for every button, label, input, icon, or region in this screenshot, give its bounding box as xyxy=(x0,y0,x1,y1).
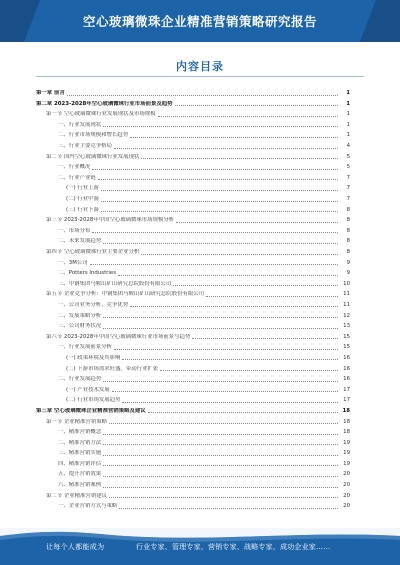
toc-entry-label: 第一章 前言 xyxy=(36,90,65,97)
toc-entry[interactable] xyxy=(36,107,350,118)
toc-entry[interactable] xyxy=(36,351,350,362)
toc-entry[interactable] xyxy=(36,181,350,192)
toc-leader-dots xyxy=(112,387,338,392)
toc-entry[interactable] xyxy=(36,436,350,447)
toc-entry-page: 1 xyxy=(346,100,350,107)
toc-leader-dots xyxy=(103,377,338,382)
toc-entry-page: 19 xyxy=(343,460,350,467)
toc-entry-label: (一) 产业技术发展 xyxy=(66,386,110,393)
toc-entry[interactable] xyxy=(36,361,350,372)
toc-entry[interactable] xyxy=(36,446,350,457)
toc-entry[interactable] xyxy=(36,340,350,351)
toc-entry-page: 8 xyxy=(346,227,350,234)
toc-entry-page: 7 xyxy=(346,196,350,203)
toc-leader-dots xyxy=(158,112,338,117)
toc-leader-dots xyxy=(122,398,338,403)
toc-entry-label: (三) 行业下游 xyxy=(66,206,99,213)
toc-entry-page: 10 xyxy=(343,280,350,287)
toc-entry-page: 4 xyxy=(346,143,350,150)
toc-entry-page: 9 xyxy=(346,270,350,277)
toc-entry[interactable] xyxy=(36,234,350,245)
toc-entry-label: (二) 行业中游 xyxy=(66,196,99,203)
toc-entry-page: 9 xyxy=(346,259,350,266)
toc-leader-dots xyxy=(98,175,338,180)
toc-entry-page: 20 xyxy=(343,482,350,489)
toc-entry-label: 一、公司业务分析、竞争优势 xyxy=(58,301,129,308)
toc-leader-dots xyxy=(141,250,338,255)
toc-leader-dots xyxy=(141,154,338,159)
toc-entry-page: 18 xyxy=(342,407,350,414)
toc-entry[interactable] xyxy=(36,203,350,214)
toc-leader-dots xyxy=(173,281,338,286)
toc-entry[interactable] xyxy=(36,404,350,415)
toc-entry-label: 二、Potters Industries xyxy=(58,270,117,277)
toc-entry-page: 8 xyxy=(346,238,350,245)
toc-leader-dots xyxy=(103,451,338,456)
toc-leader-dots xyxy=(130,302,338,307)
toc-entry-page: 17 xyxy=(343,397,350,404)
toc-entry-label: 一、行业发展前景分析 xyxy=(58,344,112,351)
toc-entry-page: 16 xyxy=(343,354,350,361)
toc-entry[interactable] xyxy=(36,287,350,298)
toc-leader-dots xyxy=(114,144,338,149)
toc-leader-dots xyxy=(122,355,338,360)
toc-entry[interactable] xyxy=(36,118,350,129)
toc-entry-label: 第一节 企业精准营销策略 xyxy=(46,418,108,425)
toc-leader-dots xyxy=(118,271,338,276)
toc-entry-label: 六、精准营销案例 xyxy=(58,482,102,489)
toc-leader-dots xyxy=(103,122,338,127)
toc-entry[interactable] xyxy=(36,256,350,267)
toc-entry-label: 三、中钢集团马鞍山矿山研究总院股份有限公司 xyxy=(58,280,172,287)
toc-entry-label: 第二节 企业精准营销建议 xyxy=(46,492,108,499)
toc-entry-label: 第一节 空心玻璃微珠行业发展现状及市场规模 xyxy=(46,111,156,118)
toc-entry[interactable] xyxy=(36,308,350,319)
toc-entry[interactable] xyxy=(36,393,350,404)
toc-entry-label: 第二章 2023-2028年空心玻璃微珠行业市场前景及趋势 xyxy=(36,100,173,107)
toc-leader-dots xyxy=(160,366,338,371)
toc-entry[interactable] xyxy=(36,277,350,288)
toc-leader-dots xyxy=(92,228,338,233)
toc-entry[interactable] xyxy=(36,171,350,182)
toc-leader-dots xyxy=(114,345,338,350)
toc-entry-page: 5 xyxy=(346,164,350,171)
toc-entry-label: 二、发展策略分析 xyxy=(58,312,102,319)
toc-entry[interactable] xyxy=(36,150,350,161)
toc-entry-label: 一、行业概况 xyxy=(58,164,91,171)
toc-entry-label: 第三节 2023-2028年中国空心玻璃微珠市场规模分析 xyxy=(46,217,175,224)
toc-entry-page: 1 xyxy=(346,121,350,128)
toc-entry-page: 16 xyxy=(343,376,350,383)
toc-entry-label: 一、行业发展现状 xyxy=(58,121,102,128)
toc-leader-dots xyxy=(148,408,338,413)
toc-entry-page: 20 xyxy=(343,471,350,478)
footer-slogan-right: 行业专家、管理专家、营销专家、战略专家、成功企业家…… xyxy=(136,543,331,551)
header-decoration-left xyxy=(0,0,40,42)
toc-leader-dots xyxy=(119,504,338,509)
toc-entry[interactable] xyxy=(36,372,350,383)
report-footer xyxy=(0,528,400,565)
toc-entry[interactable] xyxy=(36,330,350,341)
toc-entry-label: 二、未来发展趋势 xyxy=(58,238,102,245)
toc-entry-label: 三、公司财务状况 xyxy=(58,323,102,330)
toc-entry-label: 五、提升营销效果 xyxy=(58,471,102,478)
toc-entry-page: 13 xyxy=(343,323,350,330)
toc-entry[interactable] xyxy=(36,86,350,97)
toc-leader-dots xyxy=(176,218,338,223)
toc-entry-label: 二、行业产业链 xyxy=(58,174,96,181)
toc-entry-page: 16 xyxy=(343,365,350,372)
toc-leader-dots xyxy=(103,472,338,477)
toc-entry-page: 15 xyxy=(343,344,350,351)
toc-entry-label: 一、企业营销方式与策略 xyxy=(58,503,118,510)
toc-entry-page: 11 xyxy=(343,291,350,298)
toc-entry-label: 一、精准营销概念 xyxy=(58,429,102,436)
toc-entry-page: 8 xyxy=(346,217,350,224)
toc-leader-dots xyxy=(67,91,338,96)
toc-entry-label: 第二节 国内空心玻璃微珠行业发展现状 xyxy=(46,153,140,160)
toc-leader-dots xyxy=(103,239,338,244)
toc-leader-dots xyxy=(192,334,338,339)
toc-entry-page: 7 xyxy=(346,185,350,192)
toc-entry-page: 8 xyxy=(346,206,350,213)
toc-entry[interactable] xyxy=(36,224,350,235)
toc-leader-dots xyxy=(175,101,338,106)
toc-entry-page: 19 xyxy=(343,450,350,457)
toc-entry[interactable] xyxy=(36,383,350,394)
toc-leader-dots xyxy=(103,461,338,466)
toc-entry-page: 1 xyxy=(346,132,350,139)
report-header xyxy=(0,0,400,42)
toc-entry-page: 18 xyxy=(343,429,350,436)
toc-entry-page: 12 xyxy=(343,312,350,319)
toc-entry[interactable] xyxy=(36,160,350,171)
toc-entry-label: 二、行业市场规模和增长趋势 xyxy=(58,132,129,139)
toc-entry[interactable] xyxy=(36,192,350,203)
toc-entry[interactable] xyxy=(36,139,350,150)
toc-entry-label: 第五节 企业竞争分析：中钢集团马鞍山矿山研究总院股份有限公司 xyxy=(46,291,205,298)
toc-divider xyxy=(36,76,364,77)
toc-entry[interactable] xyxy=(36,478,350,489)
toc-leader-dots xyxy=(206,292,338,297)
toc-entry-label: 第六节 2023-2028年中国空心玻璃微珠行业市场前景与趋势 xyxy=(46,333,191,340)
toc-entry-page: 20 xyxy=(343,503,350,510)
report-title: 空心玻璃微珠企业精准营销策略研究报告 xyxy=(82,14,317,29)
toc-leader-dots xyxy=(103,324,338,329)
toc-entry-page: 1 xyxy=(346,90,350,97)
header-decoration-right xyxy=(360,0,400,42)
toc-entry[interactable] xyxy=(36,298,350,309)
toc-entry[interactable] xyxy=(36,425,350,436)
footer-slogan-left: 让每个人都能成为 xyxy=(46,543,105,551)
toc-entry-label: 三、行业主要竞争格局 xyxy=(58,143,112,150)
toc-entry-label: 第三章 空心玻璃微珠企业精准营销策略及建议 xyxy=(36,407,146,414)
toc-entry-label: (一) 政策环境及其影响 xyxy=(66,354,121,361)
toc-entry-page: 15 xyxy=(343,333,350,340)
toc-entry-page: 1 xyxy=(346,111,350,118)
toc-leader-dots xyxy=(103,483,338,488)
toc-entry-page: 19 xyxy=(343,439,350,446)
table-of-contents xyxy=(36,86,350,510)
toc-leader-dots xyxy=(130,133,338,138)
toc-entry[interactable] xyxy=(36,467,350,478)
toc-entry[interactable] xyxy=(36,414,350,425)
toc-leader-dots xyxy=(92,165,338,170)
toc-leader-dots xyxy=(109,419,338,424)
toc-entry-label: 二、行业发展趋势 xyxy=(58,376,102,383)
toc-entry-page: 5 xyxy=(346,153,350,160)
toc-entry-page: 20 xyxy=(343,492,350,499)
toc-entry-page: 7 xyxy=(346,174,350,181)
toc-entry-label: 一、3M公司 xyxy=(58,259,88,266)
toc-entry[interactable] xyxy=(36,266,350,277)
toc-entry[interactable] xyxy=(36,457,350,468)
toc-entry-page: 17 xyxy=(343,386,350,393)
toc-entry[interactable] xyxy=(36,97,350,108)
toc-entry[interactable] xyxy=(36,319,350,330)
toc-entry-page: 8 xyxy=(346,249,350,255)
toc-entry-page: 11 xyxy=(343,301,350,308)
toc-entry-label: (一) 行业上游 xyxy=(66,185,99,192)
toc-entry-label: 二、精准营销方法 xyxy=(58,439,102,446)
toc-leader-dots xyxy=(101,207,338,212)
toc-entry-label: 四、精准营销评估 xyxy=(58,460,102,467)
toc-entry[interactable] xyxy=(36,499,350,510)
toc-entry[interactable] xyxy=(36,245,350,256)
toc-leader-dots xyxy=(101,186,338,191)
toc-entry-page: 18 xyxy=(343,418,350,425)
toc-entry[interactable] xyxy=(36,489,350,500)
toc-entry-label: (二) 下游市场需求旺盛，带动行业扩张 xyxy=(66,365,159,372)
toc-leader-dots xyxy=(103,440,338,445)
toc-leader-dots xyxy=(103,313,338,318)
toc-leader-dots xyxy=(103,430,338,435)
toc-leader-dots xyxy=(101,197,338,202)
toc-leader-dots xyxy=(90,260,338,265)
toc-heading: 内容目录 xyxy=(176,60,224,73)
toc-leader-dots xyxy=(109,493,338,498)
toc-entry-label: (二) 行业市场发展趋势 xyxy=(66,397,121,404)
toc-entry[interactable] xyxy=(36,213,350,224)
toc-entry[interactable] xyxy=(36,128,350,139)
toc-entry-label: 三、精准营销实施 xyxy=(58,450,102,457)
toc-entry-label: 第四节 空心玻璃微珠行业主要企业分析 xyxy=(46,249,140,255)
toc-entry-label: 一、市场分布 xyxy=(58,227,91,234)
